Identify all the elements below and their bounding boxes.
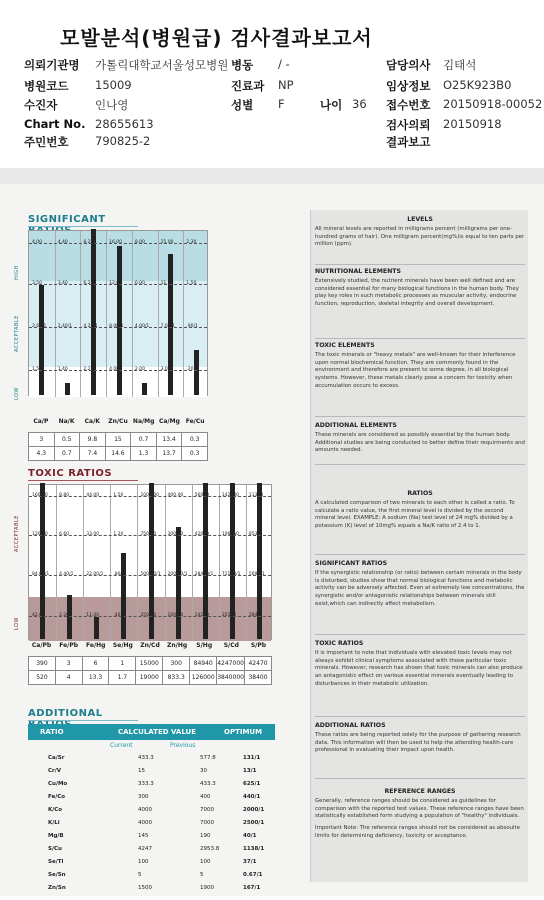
category-label: Ca/P (33, 418, 49, 425)
toxic-ratios-heading: TOXIC RATIOS (315, 640, 364, 647)
current-value: 9.8 (80, 433, 106, 447)
level-label: 16.00 (109, 239, 123, 245)
level-label: 250.00 (140, 613, 157, 619)
current-value: 4247000 (217, 657, 245, 671)
toxic-ratios-section (315, 640, 525, 689)
report-label: 결과보고 (386, 135, 431, 149)
hospital-code-label: 병원코드 (24, 79, 69, 93)
ratio-bar-zn-cu (117, 246, 122, 395)
previous-value: 1900 (200, 885, 214, 891)
toxic-ratios-text: It is important to note that individuals with elevated toxic levels may not always exhibit clinical symptoms associated with those particular toxic minerals. However, research has shown that toxic minerals can also produce an antagonistic effect on various essential minerals eventually leading to disturbances in their metabolic utilization. (315, 649, 523, 687)
level-label: 4.00 (32, 239, 43, 245)
level-label: 1.40 (57, 367, 68, 373)
level-label: 120.00 (32, 531, 48, 537)
level-line (29, 284, 207, 285)
additional-heading: ADDITIONAL (28, 708, 103, 719)
current-value: 0.5 (54, 433, 80, 447)
reference-ranges-heading: REFERENCE RANGES (384, 788, 456, 795)
level-label: 6.25 (83, 281, 94, 287)
report-title: 모발분석(병원급) 검사결과보고서 (60, 26, 373, 50)
current-value: 0.3 (182, 433, 208, 447)
current-value: 1 (109, 657, 136, 671)
institution-label: 의뢰기관명 (24, 58, 80, 72)
level-label: .80/1 (113, 572, 125, 578)
level-label: 4.20/1 (83, 324, 98, 330)
previous-value: 1.3 (131, 447, 157, 461)
toxic-heading: TOXIC RATIOS (28, 468, 113, 479)
optimum-value: 13/1 (243, 768, 257, 774)
category-label: Zn/Hg (167, 642, 188, 649)
divider (315, 416, 525, 417)
id-label: 주민번호 (24, 135, 69, 149)
column-separator (137, 485, 138, 641)
previous-value: 100 (200, 859, 211, 865)
header-row-3 (0, 97, 544, 115)
previous-value: 19000 (136, 671, 163, 685)
category-label: Ca/Mg (158, 418, 180, 425)
col-calc: CALCULATED VALUE (118, 728, 197, 736)
patient-label: 수진자 (24, 98, 58, 112)
toxic-chart (28, 484, 272, 640)
previous-value: 0.3 (182, 447, 208, 461)
category-label: S/Hg (196, 642, 213, 649)
column-separator (132, 231, 133, 397)
optimum-value: 1138/1 (243, 846, 265, 852)
additional-row (28, 752, 275, 765)
col-optimum: OPTIMUM (224, 728, 263, 736)
additional-row (28, 765, 275, 778)
optimum-value: 440/1 (243, 794, 261, 800)
ratio-name: K/Co (48, 807, 63, 813)
report-header (0, 0, 544, 168)
ratio-name: Se/Sn (48, 872, 66, 878)
doctor-value: 김태석 (443, 58, 477, 72)
sig-low-label: LOW (14, 387, 20, 400)
level-label: 12.00 (109, 281, 123, 287)
current-value: 4247 (138, 846, 152, 852)
ratio-name: S/Cu (48, 846, 62, 852)
current-value: 13.4 (156, 433, 182, 447)
level-label: 3.40 (57, 281, 68, 287)
level-label: .90/1 (186, 324, 198, 330)
current-value: 6 (82, 657, 109, 671)
id-value: 790825-2 (95, 134, 151, 148)
toxic-elements-text: The toxic minerals or "heavy metals" are well-known for their interference upon normal biochemical function. They are commonly found in the environment and therefore are present to some degree, in all biological systems. However, these metals clearly pose a concern for toxicity when accumulation occurs to excess. (315, 351, 516, 389)
hospital-code-value: 15009 (95, 78, 132, 92)
level-label: 11380 (248, 492, 264, 498)
request-label: 검사의뢰 (386, 118, 431, 132)
previous-values-row (29, 447, 208, 461)
ratio-name: Zn/Sn (48, 885, 66, 891)
category-label: Fe/Cu (185, 418, 205, 425)
level-label: 3.00 (160, 367, 171, 373)
previous-value: 7000 (200, 807, 214, 813)
current-value: 145 (138, 833, 149, 839)
ratio-bar-ca-p (39, 285, 44, 395)
col-ratio: RATIO (40, 728, 64, 736)
significant-heading-rule (28, 226, 138, 227)
level-label: 42000 (194, 531, 209, 537)
tox-acceptable-label: ACCEPTABLE (14, 515, 20, 552)
category-label: Ca/K (84, 418, 100, 425)
ratio-name: Cr/V (48, 768, 62, 774)
level-label: 8535 (248, 531, 261, 537)
toxic-values-table (28, 656, 272, 685)
level-label: 100.00 (167, 613, 184, 619)
previous-value: 5 (200, 872, 204, 878)
ratio-bar-na-k (65, 383, 70, 395)
previous-value: 0.7 (54, 447, 80, 461)
divider (315, 338, 525, 339)
previous-value: 38400 (244, 671, 271, 685)
level-label: 71100/1 (221, 572, 241, 578)
level-label: 2.25 (83, 367, 94, 373)
previous-value: 190 (200, 833, 211, 839)
ward-value: / - (278, 57, 290, 71)
nutritional-heading: NUTRITIONAL ELEMENTS (315, 268, 401, 275)
optimum-value: 2000/1 (243, 807, 265, 813)
additional-heading-rule (28, 720, 138, 721)
level-label: 2.20 (59, 613, 70, 619)
levels-section (315, 216, 525, 249)
ratio-name: K/Li (48, 820, 60, 826)
category-label: Zn/Cu (108, 418, 128, 425)
level-label: 8.25 (83, 239, 94, 245)
additional-row (28, 804, 275, 817)
ratio-bar-na-mg (142, 383, 147, 395)
reference-ranges-section (315, 788, 525, 841)
level-label: 1000.00 (140, 492, 160, 498)
additional-row (28, 869, 275, 882)
levels-heading: LEVELS (407, 216, 433, 223)
level-label: 142200 (221, 492, 239, 498)
current-value: 15 (138, 768, 145, 774)
previous-value: 13.7 (156, 447, 182, 461)
column-separator (56, 485, 57, 641)
previous-value: 577.8 (200, 755, 216, 761)
additional-row (28, 830, 275, 843)
additional-row (28, 843, 275, 856)
ratio-bar-fe-cu (194, 350, 199, 395)
column-separator (110, 485, 111, 641)
level-label: 200.00/1 (167, 572, 188, 578)
levels-text: All mineral levels are reported in milligrams percent (milligrams per one-hundred grams of hair). One milligram percent(mg%)is equal to ten parts per million (ppm). (315, 225, 525, 248)
header-row-5 (0, 134, 544, 152)
previous-value: 126000 (190, 671, 217, 685)
previous-value: 4 (55, 671, 82, 685)
ratio-bar-se-hg (121, 553, 126, 639)
ratio-name: Se/Tl (48, 859, 64, 865)
level-label: 4.40 (57, 239, 68, 245)
optimum-value: 2500/1 (243, 820, 265, 826)
level-label: 28400/1 (194, 572, 214, 578)
additional-table (0, 724, 275, 891)
level-label: 1.50 (186, 281, 197, 287)
previous-value: 7000 (200, 820, 214, 826)
additional-elements-text: These minerals are considered as possibly essential by the human body. Additional studies are being conducted to better define their requirments and amounts needed. (315, 431, 525, 454)
category-label: Se/Hg (112, 642, 133, 649)
header-row-2 (0, 78, 544, 96)
reference-ranges-text: Generally, reference ranges should be considered as guidelines for comparison with the reported test values. These reference ranges have been statistically established form studying a population of "healthy" individuals. (315, 797, 524, 820)
divider (315, 716, 525, 717)
level-label: 15.00 (160, 239, 174, 245)
request-value: 20150918 (443, 117, 502, 131)
scanned-report (0, 184, 544, 896)
current-value: 42470 (244, 657, 271, 671)
ratios-section (315, 490, 525, 531)
level-label: 400.00 (167, 492, 184, 498)
divider (315, 464, 525, 465)
level-label: 84.00/1 (32, 572, 50, 578)
current-values-row (29, 657, 272, 671)
ratios-text: A calculated comparison of two minerals to each other is called a ratio. To calculate a ratio value, the first mineral level is divided by the second mineral level. EXAMPLE: A sodium (Na) test level of 24 mg% divided by a potassium (K) level of 10mg% equals a Na/K ratio of 2.4 to 1. (315, 499, 515, 530)
significant-ratios-heading: SIGNIFICANT RATIOS (315, 560, 388, 567)
department-value: NP (278, 78, 294, 92)
significant-ratios-section (315, 560, 525, 609)
nutritional-text: Extensively studied, the nutrient minerals have been well defined and are considered essential for many biological functions in the human body. They play key roles in such metabolic processes as muscular activity, endocrine function, reproduction, skeletal integrity and overall development. (315, 277, 519, 308)
toxic-heading-rule (28, 480, 138, 481)
current-value: 4000 (138, 807, 152, 813)
current-value: 1500 (138, 885, 152, 891)
current-value: 5 (138, 872, 142, 878)
level-line (29, 243, 207, 244)
sig-acceptable-label: ACCEPTABLE (14, 315, 20, 352)
ratio-name: Ca/Sr (48, 755, 65, 761)
doctor-label: 담당의사 (386, 58, 431, 72)
significant-heading: SIGNIFICANT (28, 214, 106, 225)
optimum-value: 40/1 (243, 833, 257, 839)
level-label: 750.00 (140, 531, 157, 537)
clinical-info-label: 임상정보 (386, 79, 431, 93)
category-label: Na/Mg (132, 418, 155, 425)
level-line (29, 535, 271, 536)
previous-value: 4.3 (29, 447, 55, 461)
additional-row (28, 817, 275, 830)
category-label: S/Cd (223, 642, 239, 649)
column-separator (219, 485, 220, 641)
significant-values-table (28, 432, 208, 461)
additional-elements-section (315, 422, 525, 455)
current-value: 390 (29, 657, 56, 671)
level-label: 2.63/1 (32, 324, 47, 330)
current-value: 300 (138, 794, 149, 800)
level-label: 8.80 (59, 492, 70, 498)
sex-label: 성별 (231, 98, 254, 112)
level-label: 8.00/1 (109, 324, 124, 330)
column-separator (80, 231, 81, 397)
header-row-1 (0, 57, 544, 75)
column-separator (106, 231, 107, 397)
sub-previous: Previous (170, 742, 196, 749)
column-separator (158, 231, 159, 397)
significant-ratios-text: If the synergistic relationship (or ratio) between certain minerals in the body is disturbed, studies show that normal biological functions and metabolic activity can be adversely affected. Even at extremely low concentrations, the synergistic and/or antagonistic relationships between minerals still exist,which can indirectly affect metabolism. (315, 569, 525, 607)
previous-value: 520 (29, 671, 56, 685)
ratio-name: Fe/Co (48, 794, 66, 800)
level-label: 42.00 (32, 613, 45, 619)
column-separator (55, 231, 56, 397)
level-label: 35550 (221, 613, 237, 619)
department-label: 진료과 (231, 79, 265, 93)
header-row-4 (0, 117, 544, 135)
chart-no-label: Chart No. (24, 117, 86, 131)
level-label: 106650 (221, 531, 239, 537)
level-label: 1.50 (32, 367, 43, 373)
reference-ranges-note: Important Note: The reference ranges should not be considered as absoulte limits for determining deficiency, toxicity or acceptance. (315, 825, 520, 839)
level-label: 2.00 (134, 367, 145, 373)
level-label: 1.50 (113, 492, 124, 498)
ratio-name: Mg/B (48, 833, 64, 839)
optimum-value: 131/1 (243, 755, 261, 761)
divider (315, 634, 525, 635)
divider (315, 554, 525, 555)
level-label: 2.30 (186, 239, 197, 245)
current-value: 3 (55, 657, 82, 671)
level-label: 44.00 (86, 492, 100, 498)
nutritional-section (315, 268, 525, 309)
accession-label: 접수번호 (386, 98, 431, 112)
current-value: 333.3 (138, 781, 154, 787)
category-label: S/Pb (250, 642, 267, 649)
level-label: 8.00 (134, 239, 145, 245)
institution-value: 가톨릭대학교서울성모병원 (95, 58, 229, 72)
level-label: 4.40/1 (59, 572, 74, 578)
page-bottom (0, 896, 544, 900)
age-value: 36 (352, 97, 367, 111)
previous-value: 433.3 (200, 781, 216, 787)
level-label: 5690/1 (248, 572, 265, 578)
current-value: 15000 (136, 657, 163, 671)
category-label: Zn/Cd (140, 642, 160, 649)
ward-label: 병동 (231, 58, 254, 72)
patient-value: 인나영 (95, 98, 129, 112)
level-label: 2845 (248, 613, 261, 619)
level-label: .40 (113, 613, 121, 619)
level-label: 4.00 (109, 367, 120, 373)
current-value: 4000 (138, 820, 152, 826)
category-label: Ca/Pb (31, 642, 52, 649)
sex-value: F (278, 97, 285, 111)
additional-row (28, 856, 275, 869)
level-label: .20 (186, 367, 194, 373)
chart-no-value: 28655613 (95, 117, 154, 131)
column-separator (183, 231, 184, 397)
level-label: 7.00/1 (160, 324, 175, 330)
level-label: 500.00/1 (140, 572, 161, 578)
significant-chart (28, 230, 208, 396)
category-label: Na/K (58, 418, 75, 425)
previous-value: 2953.8 (200, 846, 220, 852)
level-label: 1.20 (113, 531, 124, 537)
level-line (29, 327, 207, 328)
current-value: 100 (138, 859, 149, 865)
level-label: 6.00 (134, 281, 145, 287)
level-line (29, 370, 207, 371)
level-line (29, 575, 271, 576)
previous-value: 3840000 (217, 671, 245, 685)
ratio-bar-fe-hg (94, 617, 99, 639)
additional-table-header (28, 724, 275, 740)
current-value: 84940 (190, 657, 217, 671)
previous-value: 7.4 (80, 447, 106, 461)
accession-value: 20150918-00052 (443, 97, 543, 111)
sig-high-label: HIGH (14, 265, 20, 280)
ratio-bar-zn-hg (176, 527, 181, 639)
level-label: 11.00 (86, 613, 100, 619)
age-label: 나이 (320, 98, 343, 112)
previous-value: 13.3 (82, 671, 109, 685)
clinical-info-value: O25K923B0 (443, 78, 512, 92)
previous-value: 14.6 (105, 447, 131, 461)
ratios-heading: RATIOS (407, 490, 433, 497)
category-label: Fe/Hg (86, 642, 106, 649)
level-label: 22.00/1 (86, 572, 104, 578)
ratio-charts-panel (0, 212, 275, 891)
previous-value: 833.3 (163, 671, 190, 685)
optimum-value: 625/1 (243, 781, 261, 787)
previous-values-row (29, 671, 272, 685)
info-panel (310, 210, 528, 882)
optimum-value: 167/1 (243, 885, 261, 891)
divider (315, 778, 525, 779)
column-separator (192, 485, 193, 641)
level-line (29, 616, 271, 617)
additional-row (28, 791, 275, 804)
additional-row (28, 778, 275, 791)
toxic-elements-section (315, 342, 525, 391)
additional-elements-heading: ADDITIONAL ELEMENTS (315, 422, 397, 429)
level-label: 56000 (194, 492, 209, 498)
optimum-value: 37/1 (243, 859, 257, 865)
level-label: 3.50 (32, 281, 43, 287)
column-separator (246, 485, 247, 641)
category-label: Fe/Pb (59, 642, 79, 649)
current-value: 433.3 (138, 755, 154, 761)
current-values-row (29, 433, 208, 447)
current-value: 3 (29, 433, 55, 447)
current-value: 15 (105, 433, 131, 447)
level-label: 300.00 (167, 531, 184, 537)
level-label: 33.00 (86, 531, 100, 537)
level-label: 14200 (194, 613, 209, 619)
current-value: 300 (163, 657, 190, 671)
current-value: 0.7 (131, 433, 157, 447)
level-line (29, 496, 271, 497)
sub-current: Current (110, 742, 133, 749)
optimum-value: 0.67/1 (243, 872, 263, 878)
additional-ratios-heading: ADDITIONAL RATIOS (315, 722, 386, 729)
additional-ratios-section (315, 722, 525, 755)
previous-value: 30 (200, 768, 207, 774)
level-label: 6.60 (59, 531, 70, 537)
level-label: 11.00 (160, 281, 174, 287)
additional-ratios-text: These ratios are being reported solely for the purpose of gathering research data. This information will then be used to help the attending health-care professional in evaluating their impact upon health. (315, 731, 521, 754)
column-separator (83, 485, 84, 641)
level-label: 160.00 (32, 492, 48, 498)
previous-value: 400 (200, 794, 211, 800)
divider (315, 264, 525, 265)
page-gap (0, 168, 544, 184)
level-label: 4.00/1 (134, 324, 150, 330)
previous-value: 1.7 (109, 671, 136, 685)
level-label: 2.40/1 (57, 324, 73, 330)
toxic-elements-heading: TOXIC ELEMENTS (315, 342, 375, 349)
additional-row (28, 882, 275, 895)
ratio-name: Cu/Mo (48, 781, 68, 787)
tox-low-label: LOW (14, 617, 20, 630)
column-separator (165, 485, 166, 641)
